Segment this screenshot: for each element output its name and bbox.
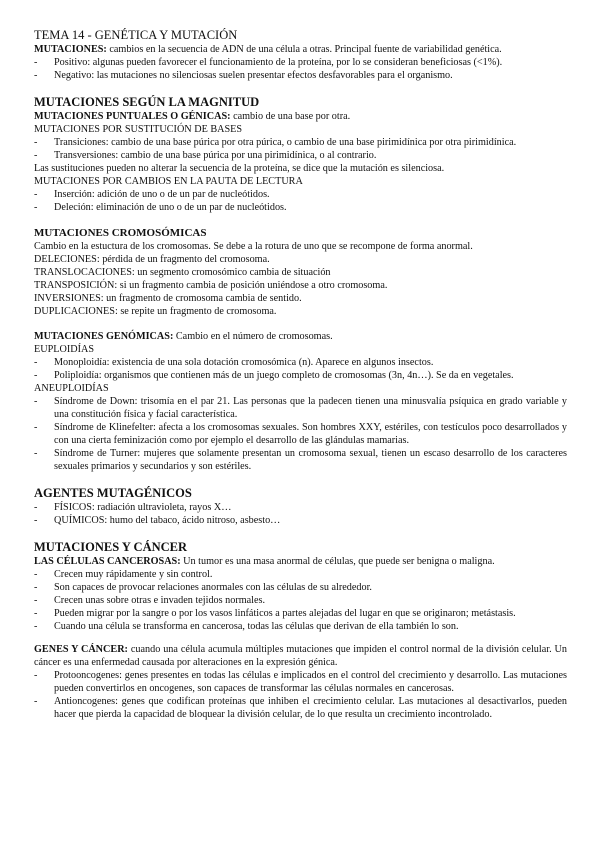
list-item: - Pueden migrar por la sangre o por los vasos linfáticos a partes alejadas del lugar en que se originaron; metástasis. [34,607,567,620]
pauta-label: MUTACIONES POR CAMBIOS EN LA PAUTA DE LECTURA [34,176,303,187]
cromosomicas-line: INVERSIONES: un fragmento de cromosoma cambia de sentido. [34,293,302,304]
celulas-definition [34,555,567,568]
list-item: - Crecen muy rápidamente y sin control. [34,568,567,581]
mutaciones-definition [34,43,567,56]
section-heading-cromosomicas: MUTACIONES CROMOSÓMICAS [34,227,207,239]
cromosomicas-intro: Cambio en la estuctura de los cromosomas. Se debe a la rotura de uno que se recompone de forma anormal. [34,241,473,252]
genomicas-term: MUTACIONES GENÓMICAS: [34,331,174,342]
page-title: TEMA 14 - GENÉTICA Y MUTACIÓN [34,28,238,42]
list-item: - Antioncogenes: genes que codifican proteínas que inhiben el crecimiento celular. Las mutaciones al desactivarlos, pueden hacer que pierda la capacidad de bloquear la división celular, de lo que resulta un crecimiento incontrolado. [34,695,567,721]
section-heading-cancer: MUTACIONES Y CÁNCER [34,540,188,554]
puntuales-text: cambio de una base por otra. [230,111,351,122]
mutaciones-effects-list [34,56,567,82]
celulas-text: Un tumor es una masa anormal de células, que puede ser benigna o maligna. [180,556,495,567]
list-item: - Inserción: adición de uno o de un par de nucleótidos. [34,188,567,201]
mutaciones-term: MUTACIONES: [34,44,107,55]
list-item: - FÍSICOS: radiación ultravioleta, rayos X… [34,501,567,514]
list-item: - Cuando una célula se transforma en cancerosa, todas las células que derivan de ella también lo son. [34,620,567,633]
genes-definition [34,643,567,669]
genes-term: GENES Y CÁNCER: [34,644,128,655]
cromosomicas-line: TRANSPOSICIÓN: si un fragmento cambia de posición uniéndose a otro cromosoma. [34,280,388,291]
mutaciones-text: cambios en la secuencia de ADN de una célula a otras. Principal fuente de variabilidad genética. [106,44,502,55]
puntuales-definition [34,110,567,123]
list-item: - Son capaces de provocar relaciones anormales con las células de su alrededor. [34,581,567,594]
list-item: - Deleción: eliminación de uno o de un par de nucleótidos. [34,201,567,214]
aneuploidias-label: ANEUPLOIDÍAS [34,383,109,394]
euploidias-list [34,356,567,382]
list-item: - Crecen unas sobre otras e invaden tejidos normales. [34,594,567,607]
list-item: - Transversiones: cambio de una base púrica por una pirimidínica, o al contrario. [34,149,567,162]
list-item: - Síndrome de Down: trisomía en el par 21. Las personas que la padecen tienen una minusvalía psíquica en grado variable y una constitución física y facial característica. [34,395,567,421]
cromosomicas-line: DELECIONES: pérdida de un fragmento del cromosoma. [34,254,270,265]
list-item: - Negativo: las mutaciones no silenciosas suelen presentar efectos desfavorables para el organismo. [34,69,567,82]
list-item: - Transiciones: cambio de una base púrica por otra púrica, o cambio de una base pirimidínica por otra pirimidínica. [34,136,567,149]
genomicas-definition [34,330,567,343]
section-heading-magnitud: MUTACIONES SEGÚN LA MAGNITUD [34,95,260,109]
list-item: - QUÍMICOS: humo del tabaco, ácido nitroso, asbesto… [34,514,567,527]
list-item: - Síndrome de Turner: mujeres que solamente presentan un cromosoma sexual, tienen un escaso desarrollo de los caracteres sexuales primarios y secundarios y son estériles. [34,447,567,473]
pauta-list [34,188,567,214]
cromosomicas-line: TRANSLOCACIONES: un segmento cromosómico cambia de situación [34,267,331,278]
sustitucion-list [34,136,567,162]
silenciosa-note: Las sustituciones pueden no alterar la secuencia de la proteína, se dice que la mutación es silenciosa. [34,163,445,174]
list-item: - Protooncogenes: genes presentes en todas las células e implicados en el control del crecimiento y desarrollo. Las mutaciones pueden convertirlos en oncogenes, son capaces de transformar las células normales en cancerosas. [34,669,567,695]
list-item: - Monoploidía: existencia de una sola dotación cromosómica (n). Aparece en algunos insectos. [34,356,567,369]
sustitucion-label: MUTACIONES POR SUSTITUCIÓN DE BASES [34,124,243,135]
celulas-term: LAS CÉLULAS CANCEROSAS: [34,556,181,567]
list-item: - Poliploidía: organismos que contienen más de un juego completo de cromosomas (3n, 4n…). Se da en vegetales. [34,369,567,382]
genomicas-text: Cambio en el número de cromosomas. [173,331,333,342]
aneuploidias-list [34,395,567,473]
euploidias-label: EUPLOIDÍAS [34,344,94,355]
agentes-list [34,501,567,527]
genes-text: cuando una célula acumula múltiples mutaciones que impiden el control normal de la división celular. Un cáncer es una enfermedad causada por alteraciones en la expresión génica. [34,644,567,668]
celulas-list [34,568,567,633]
list-item: - Síndrome de Klinefelter: afecta a los cromosomas sexuales. Son hombres XXY, estériles, con testículos poco desarrollados y con una cierta feminización como por ejemplo el desarrollo de las glándulas mamarias. [34,421,567,447]
cromosomicas-line: DUPLICACIONES: se repite un fragmento de cromosoma. [34,306,277,317]
puntuales-term: MUTACIONES PUNTUALES O GÉNICAS: [34,111,231,122]
list-item: - Positivo: algunas pueden favorecer el funcionamiento de la proteína, por lo se consideran beneficiosas (<1%). [34,56,567,69]
section-heading-agentes: AGENTES MUTAGÉNICOS [34,486,192,500]
genes-list [34,669,567,721]
